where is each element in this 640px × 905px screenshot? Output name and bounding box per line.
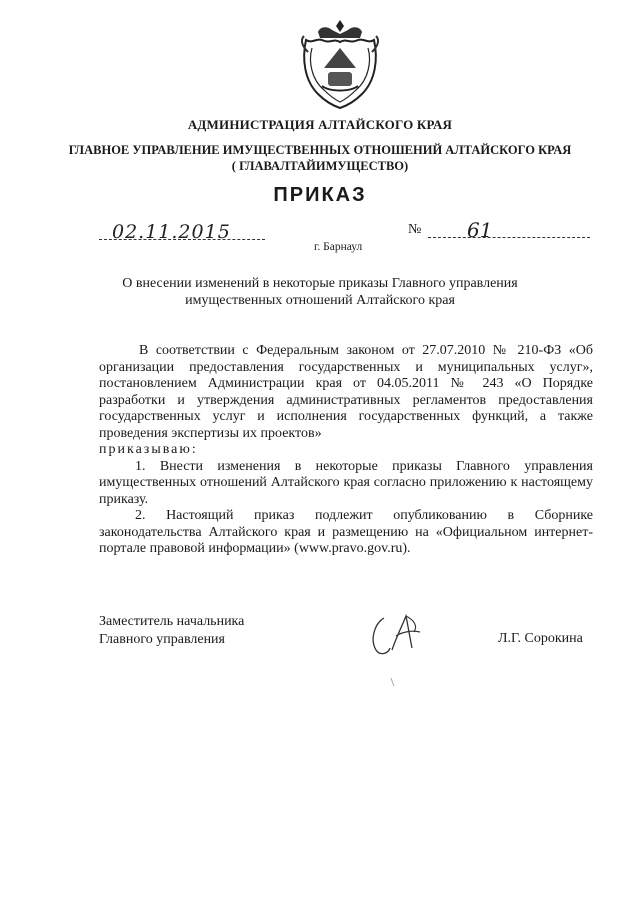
- coat-of-arms-icon: [298, 18, 382, 110]
- document-type-title: ПРИКАЗ: [273, 184, 367, 206]
- signatory-name: Л.Г. Сорокина: [498, 631, 583, 646]
- city-label: г. Барнаул: [314, 241, 363, 253]
- subject-line2: имущественных отношений Алтайского края: [185, 293, 455, 308]
- position-line2: Главного управления: [99, 632, 225, 647]
- handwritten-number: 61: [467, 218, 493, 242]
- administration-title: АДМИНИСТРАЦИЯ АЛТАЙСКОГО КРАЯ: [187, 117, 453, 132]
- order-body: [99, 343, 593, 558]
- subject-line1: О внесении изменений в некоторые приказы Главного управления: [122, 276, 518, 291]
- subject-heading: [0, 275, 640, 309]
- order-items: [99, 459, 593, 558]
- number-underline: [428, 237, 590, 238]
- preamble-paragraph: В соответствии с Федеральным законом от 27.07.2010 № 210-ФЗ «Об организации предоставления государственных и муниципальных услуг», постановлением Администрации края от 04.05.2011 № 243 «О Порядке разработки и утверждения административных регламентов предоставления государственных услуг и исполнения государственных функций, а также проведения экспертизы их проектов»: [99, 343, 593, 441]
- handwritten-date: 02.11.2015: [112, 221, 231, 243]
- order-item-2: 2. Настоящий приказ подлежит опубликованию в Сборнике законодательства Алтайского края и размещению на «Официальном интернет-портале правовой информации» (www.pravo.gov.ru).: [99, 508, 593, 556]
- signatory-position: [99, 613, 244, 649]
- handwritten-signature-icon: [366, 610, 426, 658]
- number-label: №: [408, 222, 422, 237]
- order-item-1: 1. Внести изменения в некоторые приказы Главного управления имущественных отношений Алтайского края согласно приложению к настоящему приказу.: [99, 458, 593, 507]
- pen-mark-icon: [388, 676, 398, 688]
- department-title-line1: ГЛАВНОЕ УПРАВЛЕНИЕ ИМУЩЕСТВЕННЫХ ОТНОШЕНИЙ АЛТАЙСКОГО КРАЯ: [68, 143, 572, 157]
- department-title-line2: ( ГЛАВАЛТАЙИМУЩЕСТВО): [231, 159, 409, 173]
- position-line1: Заместитель начальника: [99, 614, 245, 629]
- order-word: приказываю:: [99, 442, 198, 457]
